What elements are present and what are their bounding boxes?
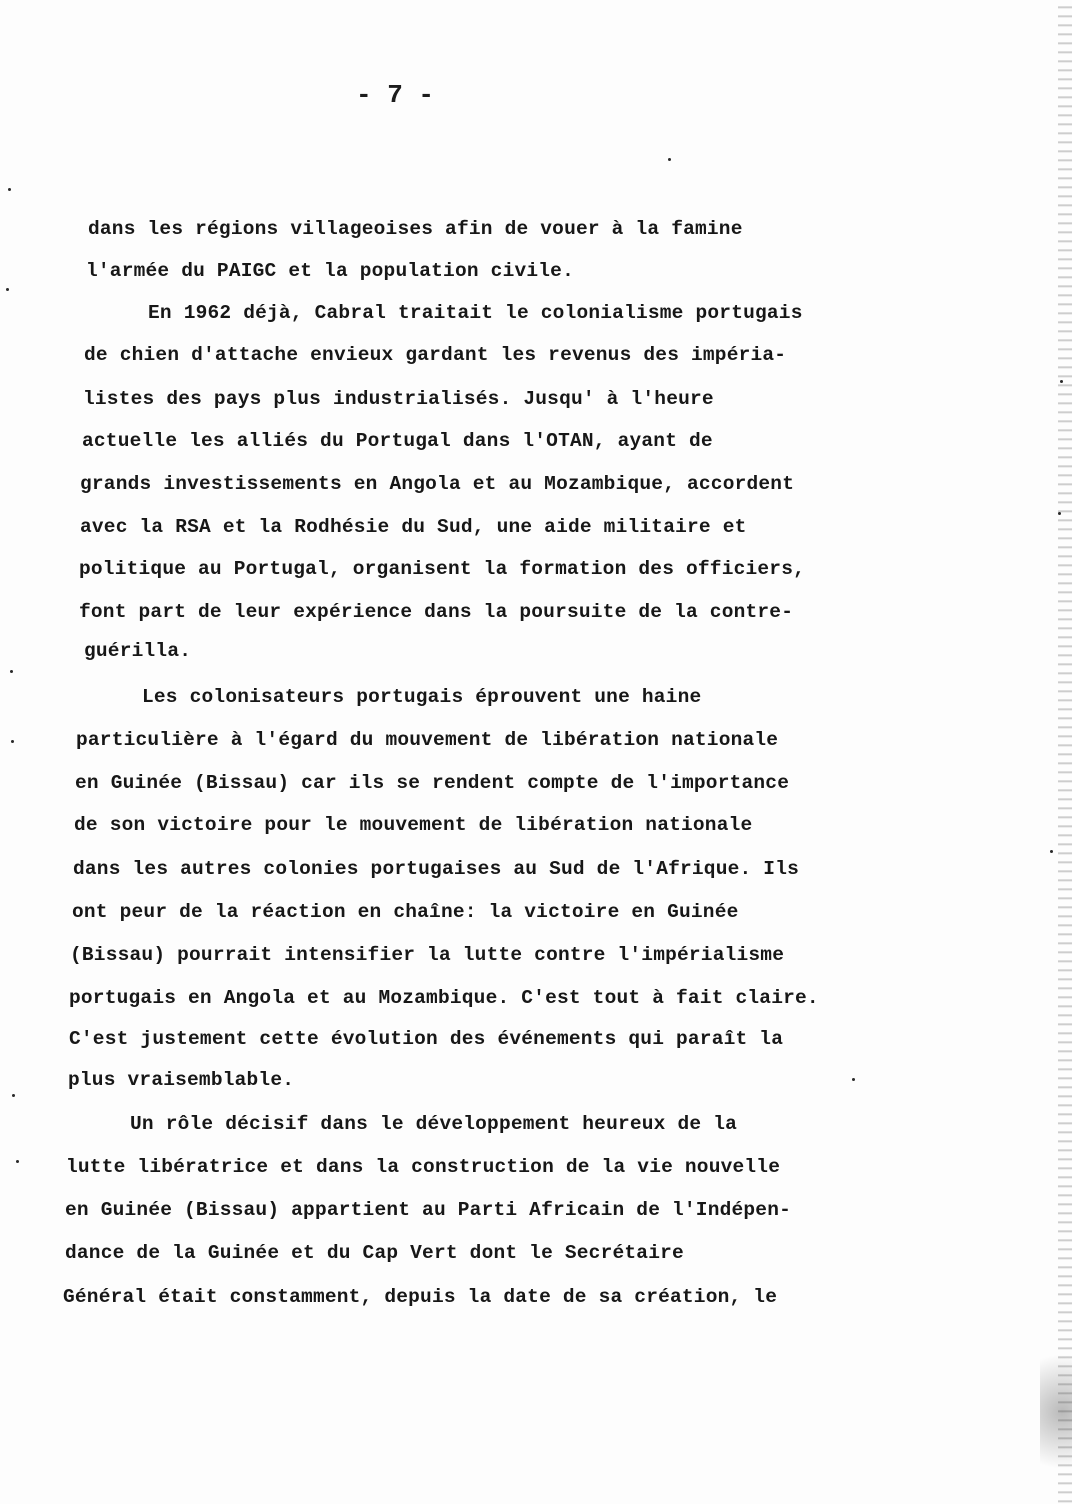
text-line: Un rôle décisif dans le développement heureux de la: [130, 1113, 737, 1135]
text-line: dance de la Guinée et du Cap Vert dont le Secrétaire: [65, 1242, 684, 1264]
page-number: - 7 -: [355, 80, 434, 110]
text-line: plus vraisemblable.: [68, 1069, 295, 1091]
text-line: listes des pays plus industrialisés. Jusqu' à l'heure: [83, 388, 714, 410]
text-line: guérilla.: [84, 640, 192, 662]
scan-speck: [1060, 380, 1063, 383]
scan-speck: [1058, 512, 1061, 515]
scan-speck: [10, 670, 13, 673]
text-line: portugais en Angola et au Mozambique. C'est tout à fait claire.: [69, 987, 819, 1009]
text-line: dans les régions villageoises afin de vouer à la famine: [88, 218, 743, 240]
scan-speck: [852, 1078, 855, 1081]
text-line: (Bissau) pourrait intensifier la lutte contre l'impérialisme: [70, 944, 785, 966]
text-line: en Guinée (Bissau) car ils se rendent compte de l'importance: [75, 772, 790, 794]
scan-speck: [12, 1094, 15, 1097]
scan-edge-noise: [1040, 1350, 1072, 1504]
scan-edge-artifact: [1058, 0, 1072, 1504]
scan-speck: [1050, 850, 1053, 853]
text-line: font part de leur expérience dans la poursuite de la contre-: [79, 601, 794, 623]
text-line: Les colonisateurs portugais éprouvent une haine: [142, 686, 702, 708]
text-line: dans les autres colonies portugaises au Sud de l'Afrique. Ils: [73, 858, 800, 880]
text-line: ont peur de la réaction en chaîne: la victoire en Guinée: [72, 901, 739, 923]
text-line: actuelle les alliés du Portugal dans l'OTAN, ayant de: [82, 430, 713, 452]
text-line: particulière à l'égard du mouvement de libération nationale: [76, 729, 779, 751]
text-line: de chien d'attache envieux gardant les revenus des impéria-: [84, 344, 787, 366]
scan-speck: [11, 740, 14, 743]
text-line: politique au Portugal, organisent la formation des officiers,: [79, 558, 806, 580]
text-line: en Guinée (Bissau) appartient au Parti Africain de l'Indépen-: [65, 1199, 792, 1221]
text-line: l'armée du PAIGC et la population civile.: [86, 260, 574, 282]
text-line: Général était constamment, depuis la date de sa création, le: [63, 1286, 778, 1308]
text-line: C'est justement cette évolution des événements qui paraît la: [69, 1028, 784, 1050]
text-line: En 1962 déjà, Cabral traitait le colonialisme portugais: [148, 302, 803, 324]
scan-speck: [16, 1160, 19, 1163]
text-line: grands investissements en Angola et au Mozambique, accordent: [80, 473, 795, 495]
text-line: de son victoire pour le mouvement de libération nationale: [74, 814, 753, 836]
scan-speck: [668, 158, 671, 161]
scan-speck: [6, 288, 9, 291]
scan-speck: [8, 188, 11, 191]
text-line: lutte libératrice et dans la construction de la vie nouvelle: [66, 1156, 781, 1178]
text-line: avec la RSA et la Rodhésie du Sud, une aide militaire et: [80, 516, 747, 538]
